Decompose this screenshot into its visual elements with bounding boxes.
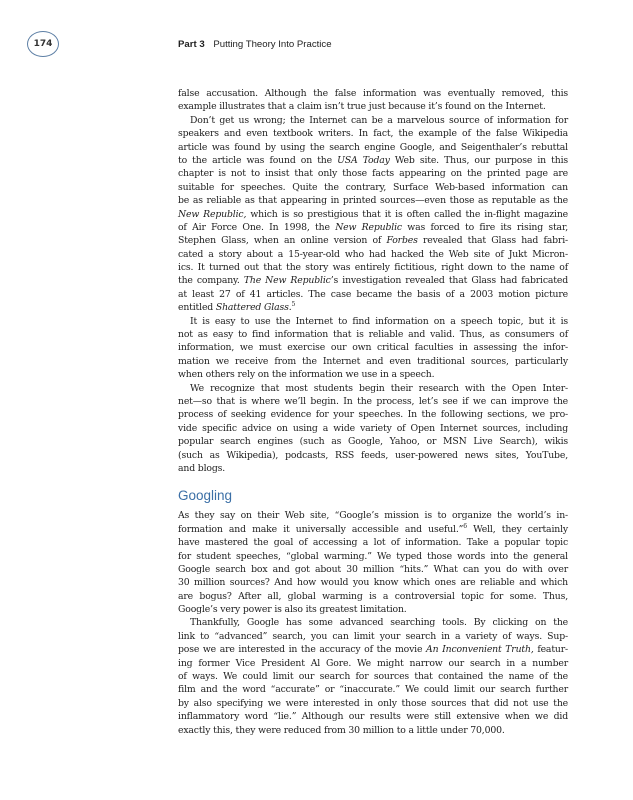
body-text — [178, 87, 568, 737]
running-header — [178, 39, 332, 50]
text-line: ing former Vice President Al Gore. We might narrow our search in a number — [178, 657, 568, 669]
page-number-badge — [27, 31, 59, 57]
text-line: be as reliable as that appearing in printed sources—even those as reputable as the — [178, 195, 568, 207]
text-line: when others rely on the information we use in a speech. — [178, 369, 435, 381]
text-line: New Republic, which is so prestigious that it is often called the in-flight magazine — [178, 208, 568, 220]
text-line: It is easy to use the Internet to find information on a speech topic, but it is — [190, 315, 568, 327]
text-line: at least 27 of 41 articles. The case became the basis of a 2003 motion picture — [178, 288, 568, 300]
paragraph — [178, 315, 568, 382]
text-line: ics. It turned out that the story was entirely fictitious, right down to the name of — [178, 262, 568, 274]
text-line: Don’t get us wrong; the Internet can be a marvelous source of information for — [190, 114, 568, 126]
text-line: Thankfully, Google has some advanced searching tools. By clicking on the — [190, 617, 568, 629]
text-line: (such as Wikipedia), podcasts, RSS feeds, user-powered news sites, YouTube, — [178, 449, 568, 461]
text-line: net—so that is where we’ll begin. In the process, let’s see if we can improve the — [178, 395, 568, 407]
text-line: cated a story about a 15-year-old who had hacked the Web site of Jukt Micron- — [178, 248, 568, 260]
paragraph — [178, 382, 568, 476]
text-line: information, we must exercise our own critical faculties in assessing the infor- — [178, 342, 568, 354]
paragraph — [178, 616, 568, 737]
section-gap — [178, 475, 568, 487]
text-line: mation we receive from the Internet and even traditional sources, particularly — [178, 355, 568, 367]
text-line: film and the word “accurate” or “inaccurate.” We could limit our search further — [178, 684, 568, 696]
text-line: pose we are interested in the accuracy of the movie An Inconvenient Truth, featur- — [178, 644, 568, 656]
text-line: for student speeches, “global warming.” We typed those words into the general — [178, 550, 568, 562]
text-line: the company. The New Republic’s investigation revealed that Glass had fabricated — [178, 275, 568, 287]
text-line: Stephen Glass, when an online version of Forbes revealed that Glass had fabri- — [178, 235, 569, 247]
text-line: As they say on their Web site, “Google’s mission is to organize the world’s in- — [178, 510, 568, 522]
text-line: have mastered the goal of accessing a lot of information. Take a popular topic — [178, 537, 568, 549]
text-line: We recognize that most students begin their research with the Open Inter- — [190, 382, 568, 394]
paragraph — [178, 114, 568, 315]
text-line: chapter is not to insist that only those facts appearing on the printed page are — [178, 168, 568, 180]
text-line: and blogs. — [178, 462, 226, 474]
text-line: process of seeking evidence for your speeches. In the following sections, we pro- — [178, 409, 568, 421]
text-line: not as easy to find information that is reliable and valid. Thus, as consumers of — [178, 329, 568, 341]
text-line: entitled Shattered Glass.$^5$ — [178, 301, 296, 314]
text-line: speakers and even textbook writers. In fact, the example of the false Wikipedia — [178, 128, 568, 140]
part-label: Part 3 — [178, 39, 205, 50]
section-heading: Googling — [178, 488, 233, 504]
text-line: are bogus? After all, global warming is a controversial topic for some. Thus, — [178, 590, 568, 602]
page-number: 174 — [33, 39, 53, 49]
text-line: example illustrates that a claim isn’t true just because it’s found on the Internet. — [178, 101, 546, 113]
part-title: Putting Theory Into Practice — [213, 39, 332, 50]
text-line: exactly this, they were reduced from 30 million to a little under 70,000. — [178, 724, 505, 736]
text-line: to the article was found on the USA Today Web site. Thus, our purpose in this — [178, 154, 568, 166]
paragraph — [178, 509, 568, 616]
text-line: vide specific advice on using a wide variety of Open Internet sources, including — [178, 422, 568, 434]
text-line: false accusation. Although the false information was eventually removed, this — [178, 88, 568, 99]
text-line: inflammatory word “lie.” Although our results were still extensive when we did — [178, 711, 568, 723]
text-line: of Air Force One. In 1998, the New Republic was forced to fire its rising star, — [178, 221, 568, 233]
text-line: link to “advanced” search, you can limit your search in a variety of ways. Sup- — [178, 630, 568, 642]
text-line: article was found by using the search engine Google, and Seigenthaler’s rebuttal — [178, 141, 568, 153]
text-line: suitable for speeches. Quite the contrary, Surface Web-based information can — [178, 181, 568, 193]
text-line: popular search engines (such as Google, Yahoo, or MSN Live Search), wikis — [178, 436, 568, 448]
text-line: formation and make it universally accessible and useful.”$^6$ Well, they certainly — [178, 522, 568, 535]
paragraph — [178, 87, 568, 114]
text-line: Google search box and got about 30 million “hits.” What can you do with over — [178, 563, 568, 575]
text-line: 30 million sources? And how would you know which ones are reliable and which — [178, 577, 568, 589]
text-line: of ways. We could limit our search for sources that contained the name of the — [178, 671, 568, 683]
text-line: Google’s very power is also its greatest limitation. — [178, 604, 407, 616]
text-line: by also specifying we were interested in only those sources that did not use the — [178, 697, 568, 709]
